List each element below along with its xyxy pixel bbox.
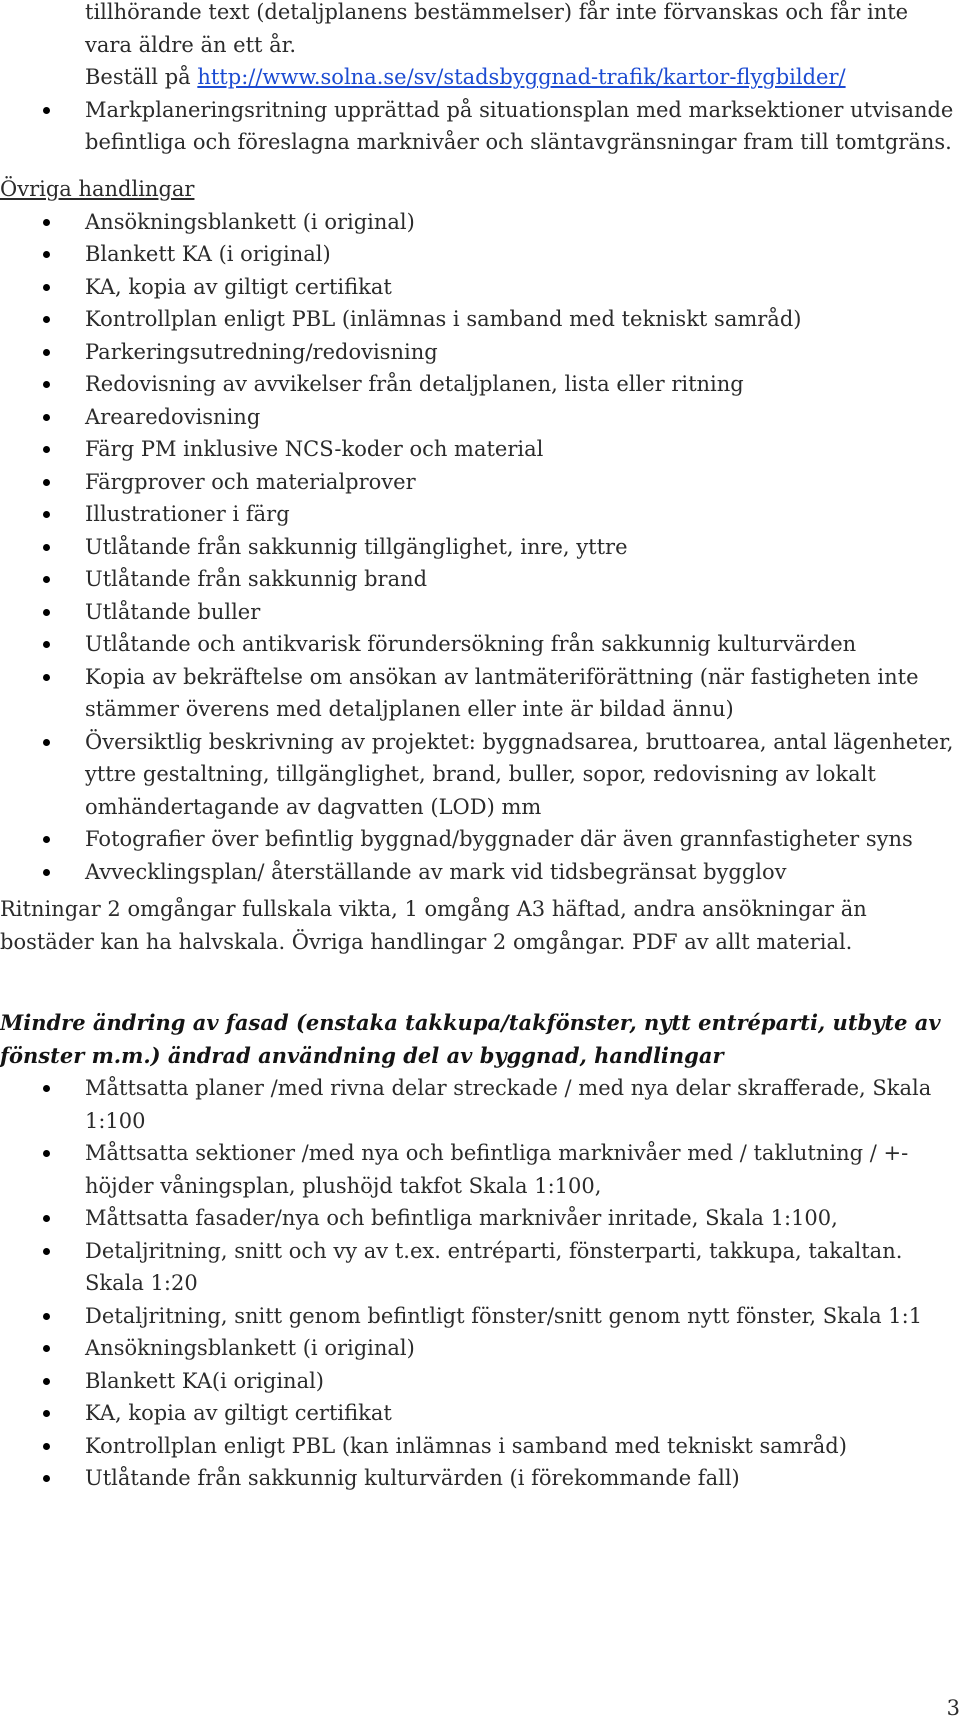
list-item [0,336,955,369]
top-list [0,94,955,159]
list-item [0,1365,955,1398]
continuation-line: tillhörande text (detaljplanens bestämmelser) får inte förvanskas och får inte [85,0,909,24]
item-line: Utlåtande från sakkunnig kulturvärden (i förekommande fall) [85,1466,740,1490]
list-item [0,1072,955,1137]
order-prefix: Beställ på [85,65,198,89]
item-line: Måttsatta fasader/nya och befintliga marknivåer inritade, Skala 1:100, [85,1206,838,1230]
page-number: 3 [946,1696,960,1720]
list-item [0,271,955,304]
top-section [0,0,955,159]
continuation-line: vara äldre än ett år. [85,32,297,57]
item-line: Utlåtande från sakkunnig brand [85,567,428,591]
list-item [0,628,955,661]
item-line: Blankett KA (i original) [85,242,331,266]
item-line: Arearedovisning [85,404,261,429]
mindre-section [0,1007,955,1495]
item-line: Utlåtande och antikvarisk förundersökning från sakkunnig kulturvärden [85,632,857,656]
item-line: stämmer överens med detaljplanen eller inte är bildad ännu) [85,697,734,721]
item-line: KA, kopia av giltigt certifikat [85,1401,392,1425]
list-item [0,531,955,564]
item-line: Kontrollplan enligt PBL (kan inlämnas i samband med tekniskt samråd) [85,1433,847,1458]
list-item [0,401,955,434]
item-line: Ansökningsblankett (i original) [85,209,415,234]
list-item [0,368,955,401]
item-line: Utlåtande från sakkunnig tillgänglighet, inre, yttre [85,534,628,559]
item-line: höjder våningsplan, plushöjd takfot Skala 1:100, [85,1173,602,1198]
item-line: Kopia av bekräftelse om ansökan av lantmäteriförättning (när fastigheten inte [85,664,919,689]
item-line: Detaljritning, snitt och vy av t.ex. entréparti, fönsterparti, takkupa, takaltan. [85,1238,903,1263]
note-line: Ritningar 2 omgångar fullskala vikta, 1 omgång A3 häftad, andra ansökningar än [0,897,867,921]
order-line [0,61,955,94]
list-item [0,206,955,239]
item-line: befintliga och föreslagna marknivåer och släntavgränsningar fram till tomtgräns. [85,130,952,154]
order-link[interactable]: http://www.solna.se/sv/stadsbyggnad-trafik/kartor-flygbilder/ [197,65,846,89]
item-line: Måttsatta sektioner /med nya och befintliga marknivåer med / taklutning / +- [85,1141,909,1165]
item-line: omhändertagande av dagvatten (LOD) mm [85,794,542,819]
list-item [0,1462,955,1495]
ovriga-list [0,206,955,889]
list-item [0,1235,955,1300]
item-line: Illustrationer i färg [85,502,290,526]
item-line: Blankett KA(i original) [85,1368,324,1393]
list-item [0,466,955,499]
list-item [0,1202,955,1235]
list-item [0,856,955,889]
item-line: Detaljritning, snitt genom befintligt fönster/snitt genom nytt fönster, Skala 1:1 [85,1303,923,1328]
mindre-list [0,1072,955,1495]
item-line: 1:100 [85,1108,146,1133]
item-line: Fotografier över befintlig byggnad/byggnader där även grannfastigheter syns [85,827,913,851]
item-line: Färg PM inklusive NCS-koder och material [85,437,544,461]
item-line: Avvecklingsplan/ återställande av mark vid tidsbegränsat bygglov [85,859,787,884]
note-line: bostäder kan ha halvskala. Övriga handlingar 2 omgångar. PDF av allt material. [0,929,853,954]
list-item [0,563,955,596]
item-line: Markplaneringsritning upprättad på situationsplan med marksektioner utvisande [85,97,954,122]
item-line: yttre gestaltning, tillgänglighet, brand, buller, sopor, redovisning av lokalt [85,762,876,786]
list-item [0,94,955,159]
list-item [0,1332,955,1365]
item-line: Färgprover och materialprover [85,469,416,494]
section-heading: fönster m.m.) ändrad användning del av byggnad, handlingar [0,1042,724,1068]
list-item [0,238,955,271]
item-line: Måttsatta planer /med rivna delar streckade / med nya delar skrafferade, Skala [85,1076,932,1100]
list-item [0,303,955,336]
item-line: Ansökningsblankett (i original) [85,1336,415,1360]
item-line: Översiktlig beskrivning av projektet: byggnadsarea, bruttoarea, antal lägenheter, [85,729,954,754]
list-item [0,1430,955,1463]
item-line: Redovisning av avvikelser från detaljplanen, lista eller ritning [85,372,744,396]
list-item [0,1397,955,1430]
list-item [0,1300,955,1333]
item-line: KA, kopia av giltigt certifikat [85,274,392,299]
item-line: Kontrollplan enligt PBL (inlämnas i samband med tekniskt samråd) [85,307,802,331]
item-line: Parkeringsutredning/redovisning [85,339,438,364]
list-item [0,498,955,531]
list-item [0,433,955,466]
note-paragraph [0,893,955,958]
list-item [0,1137,955,1202]
item-line: Utlåtande buller [85,599,261,624]
item-line: Skala 1:20 [85,1271,198,1295]
list-item [0,596,955,629]
list-item [0,726,955,824]
list-item [0,823,955,856]
list-item [0,661,955,726]
section-heading: Mindre ändring av fasad (enstaka takkupa/takfönster, nytt entréparti, utbyte av [0,1010,941,1035]
section-heading: Övriga handlingar [0,177,195,201]
ovriga-section [0,173,955,888]
